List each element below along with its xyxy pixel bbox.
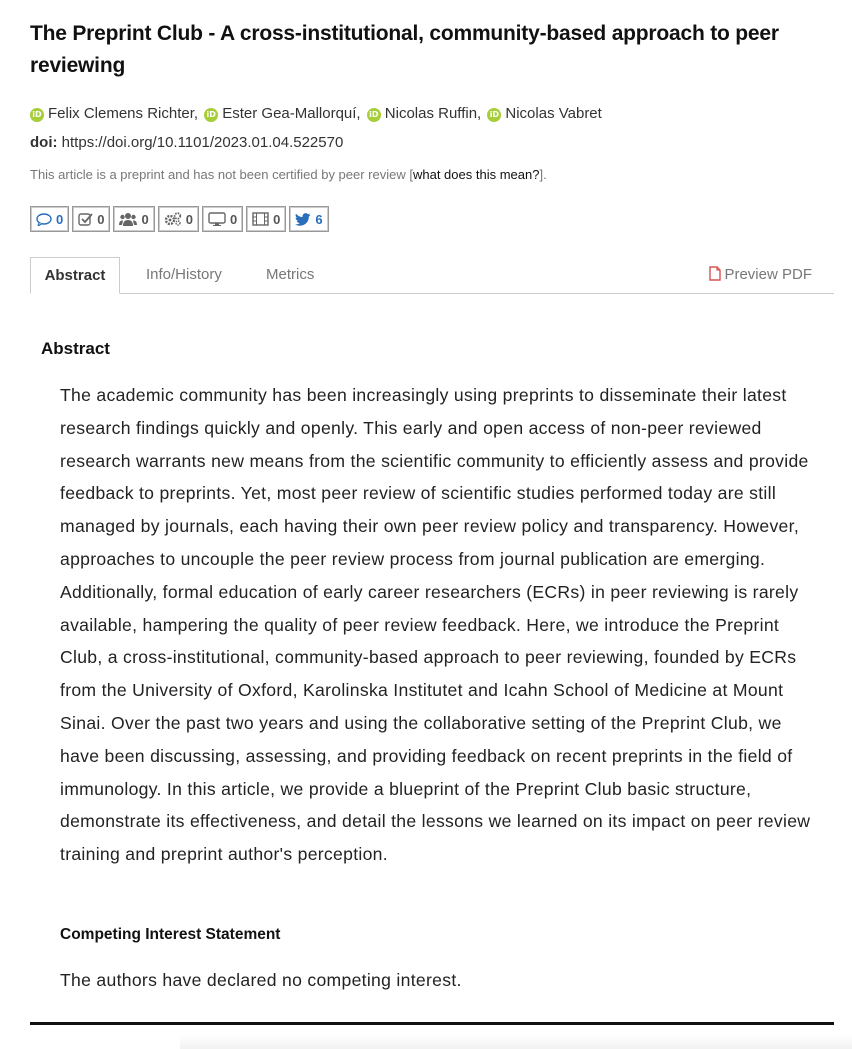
film-icon [252, 212, 269, 226]
abstract-heading: Abstract [41, 339, 110, 358]
orcid-icon[interactable]: iD [367, 108, 381, 122]
checkbox-icon [78, 212, 93, 226]
twitter-metric[interactable] [289, 206, 328, 232]
doi-label: doi: [30, 134, 58, 151]
author[interactable] [30, 105, 198, 122]
altmetric-bar [30, 206, 329, 232]
reviews-metric[interactable] [72, 206, 110, 232]
doi-link[interactable]: https://doi.org/10.1101/2023.01.04.522570 [61, 134, 344, 151]
article-tabs [30, 257, 834, 294]
metric-count: 0 [141, 211, 149, 227]
orcid-icon[interactable]: iD [204, 108, 218, 122]
preview-pdf-label: Preview PDF [724, 266, 812, 283]
doi-line [30, 134, 343, 151]
comments-metric[interactable] [30, 206, 69, 232]
abstract-text: The academic community has been increasingly using preprints to disseminate their latest research findings quickly and openly. This early and open access of non-peer reviewed research warrants new means from the scientific community to efficiently assess and provide feedback to preprints. Yet, most peer review of scientific studies performed today are still managed by journals, each having their own peer review policy and transparency. However, approaches to uncouple the peer review process from journal publication are emerging. Additionally, formal education of early career researchers (ECRs) in peer reviewing is rarely available, hampering the quality of peer review feedback. Here, we introduce the Preprint Club, a cross-institutional, community-based approach to peer reviewing, founded by ECRs from the University of Oxford, Karolinska Institutet and Icahn School of Medicine at Mount Sinai. Over the past two years and using the collaborative setting of the Preprint Club, we have been discussing, assessing, and providing feedback on recent preprints in the field of immunology. In this article, we provide a blueprint of the Preprint Club basic structure, demonstrate its effectiveness, and detail the lessons we learned on its impact on peer review training and preprint author's perception. [60, 385, 811, 865]
bottom-shadow [180, 1035, 852, 1049]
metric-count: 0 [97, 211, 105, 227]
author-name[interactable]: Nicolas Ruffin, [384, 105, 482, 122]
competing-interest-heading: Competing Interest Statement [60, 926, 281, 943]
author[interactable] [487, 105, 601, 122]
orcid-icon[interactable]: iD [30, 108, 44, 122]
notice-end: ]. [539, 167, 547, 182]
community-metric[interactable] [113, 206, 154, 232]
tab-metrics[interactable]: Metrics [266, 266, 315, 283]
preview-pdf-link[interactable] [709, 257, 812, 292]
metric-count: 6 [315, 211, 323, 227]
tab-info-history[interactable]: Info/History [146, 266, 222, 283]
author[interactable] [204, 105, 360, 122]
metric-count: 0 [229, 211, 238, 227]
metric-count: 0 [185, 211, 193, 227]
metric-count: 0 [56, 211, 64, 227]
automated-metric[interactable] [158, 206, 199, 232]
pdf-file-icon [709, 266, 721, 281]
gears-icon [164, 212, 182, 226]
comment-icon [36, 213, 52, 226]
blogs-metric[interactable] [202, 206, 243, 232]
desktop-icon [208, 212, 226, 226]
author-name[interactable]: Nicolas Vabret [505, 105, 602, 122]
orcid-icon[interactable]: iD [487, 108, 501, 122]
metric-count: 0 [273, 211, 281, 227]
notice-text: This article is a preprint and has not been certified by peer review [ [30, 167, 413, 182]
author[interactable] [367, 105, 481, 122]
twitter-icon [295, 213, 311, 226]
tab-abstract[interactable]: Abstract [30, 257, 120, 294]
article-title: The Preprint Club - A cross-institutional, community-based approach to peer reviewing [30, 22, 779, 77]
author-list [30, 105, 604, 122]
preprint-notice [30, 167, 547, 182]
videos-metric[interactable] [246, 206, 286, 232]
author-name[interactable]: Felix Clemens Richter, [48, 105, 199, 122]
what-does-this-mean-link[interactable]: what does this mean? [412, 167, 540, 182]
competing-interest-text: The authors have declared no competing interest. [60, 970, 462, 990]
users-icon [119, 212, 137, 226]
section-divider [30, 1022, 834, 1025]
author-name[interactable]: Ester Gea-Mallorquí, [222, 105, 361, 122]
